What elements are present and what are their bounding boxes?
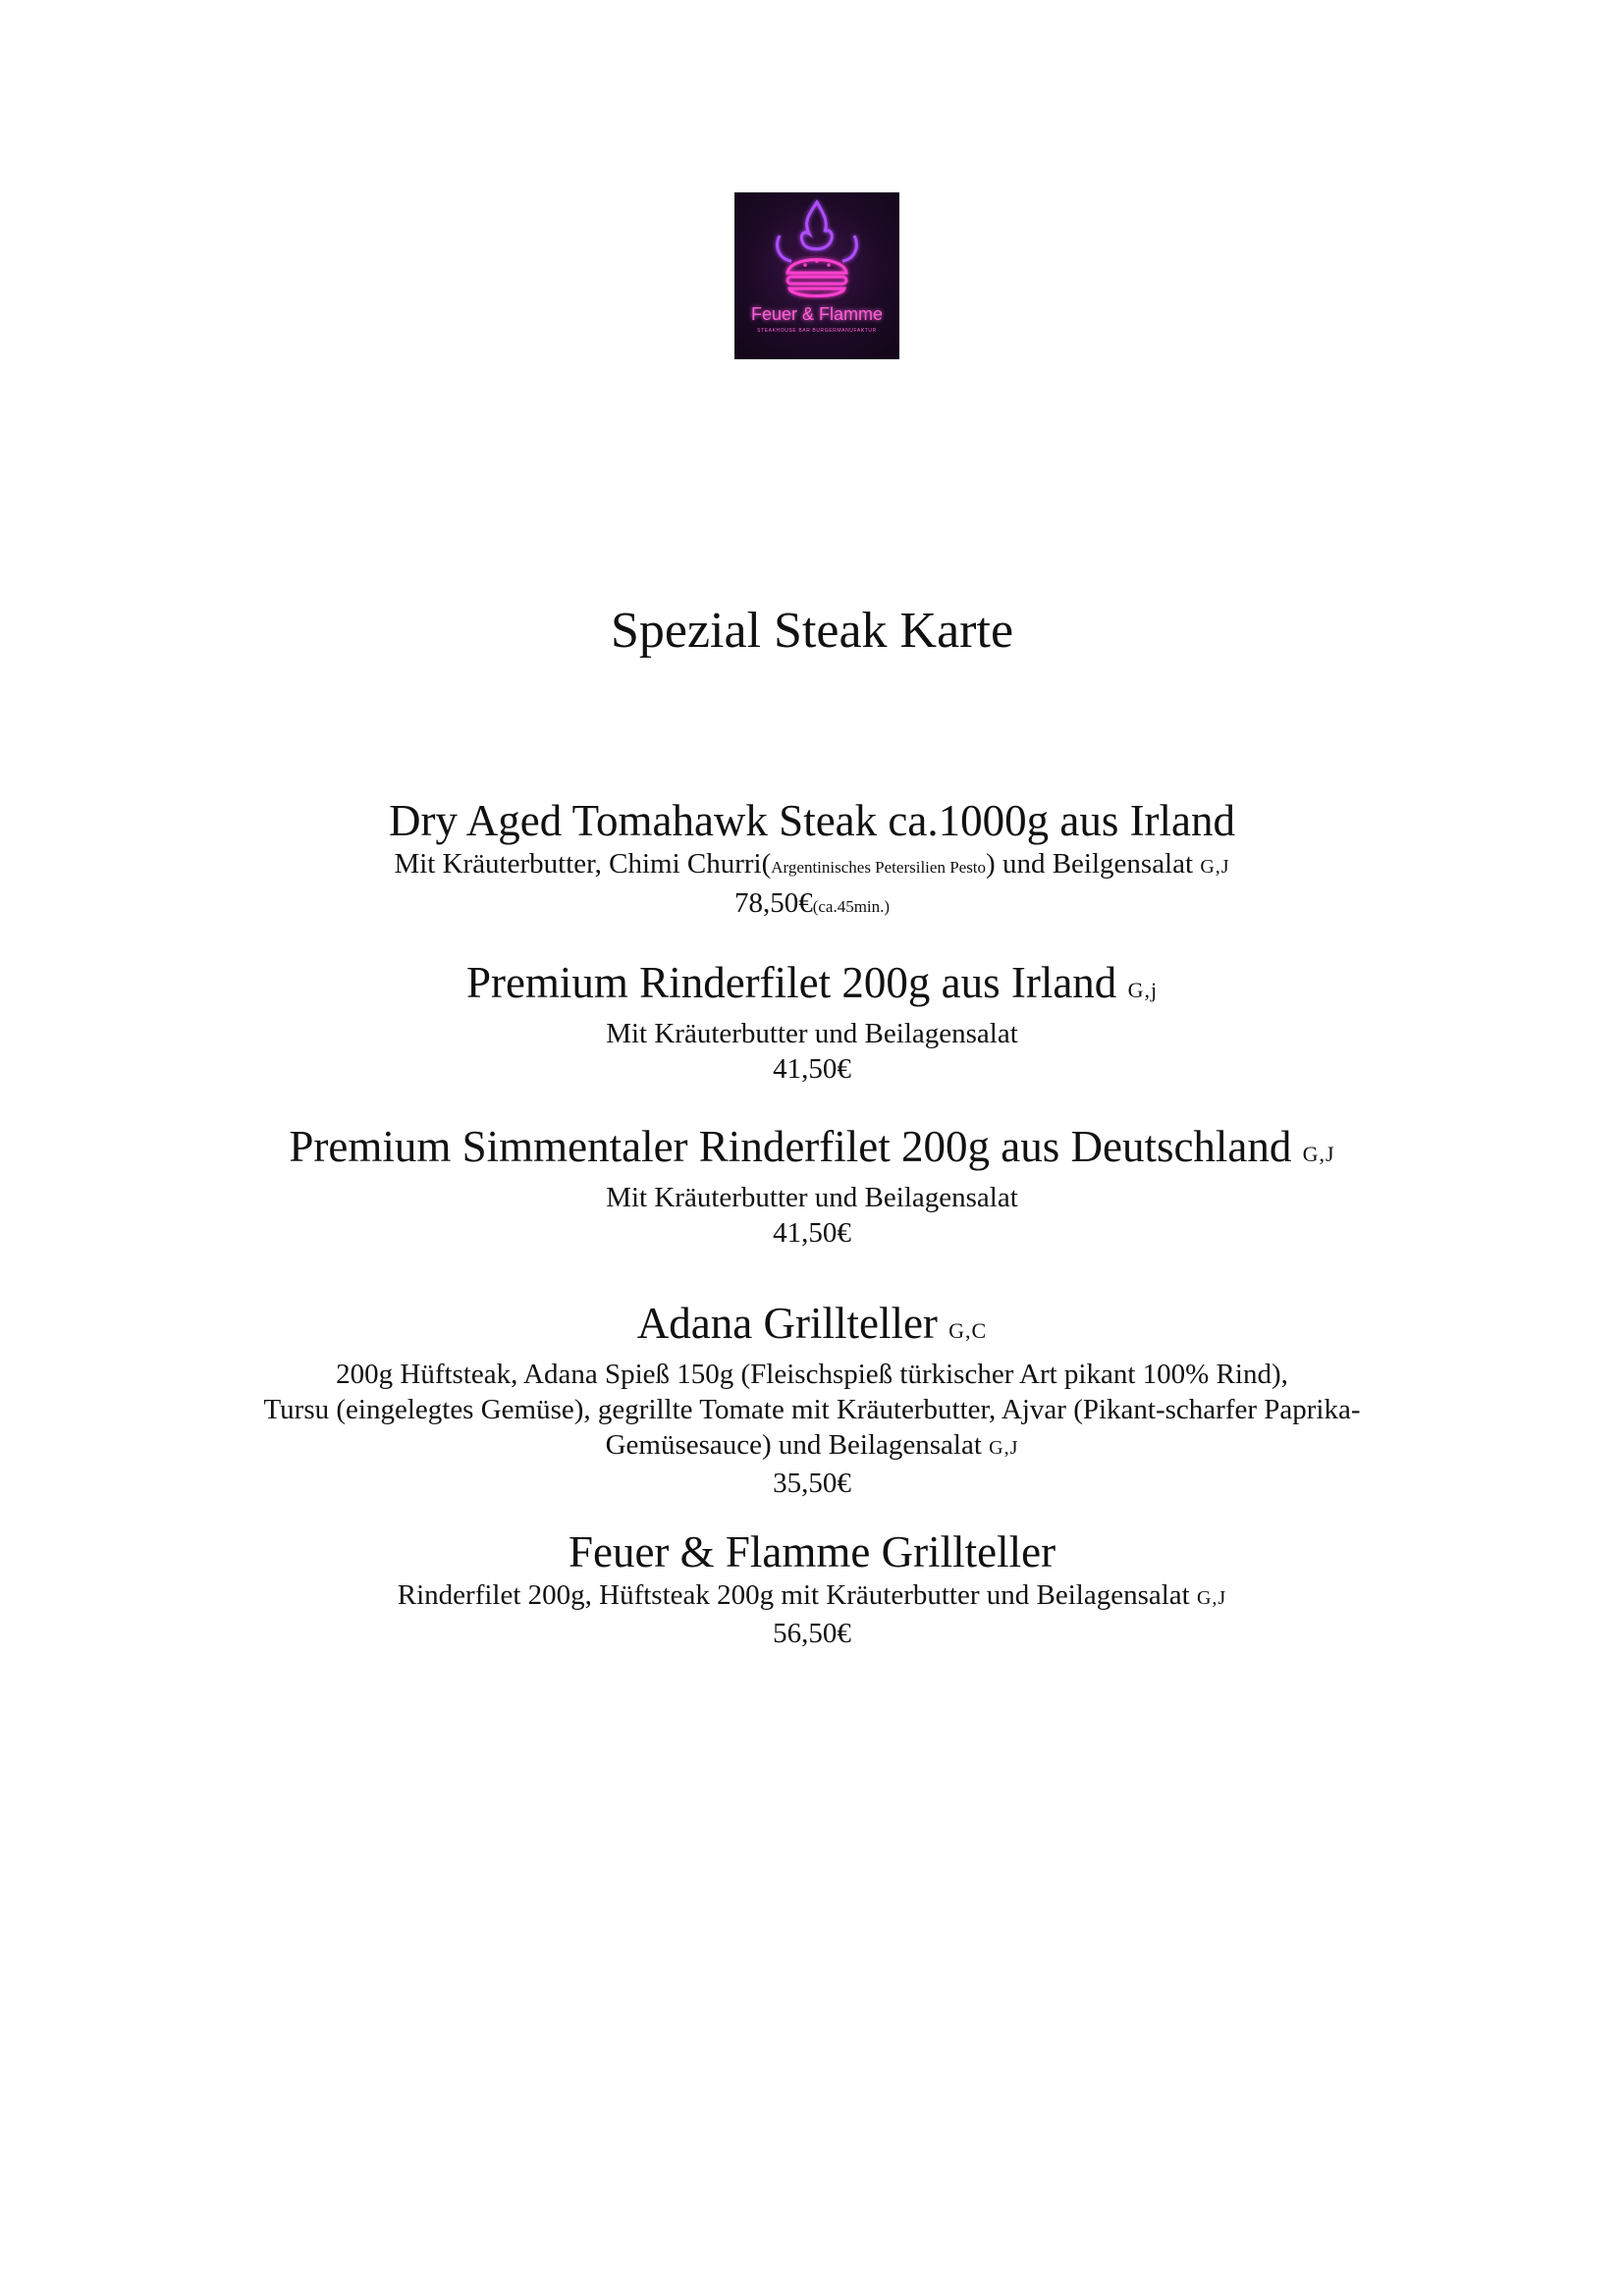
logo-tagline: STEAKHOUSE BAR BURGERMANUFAKTUR [757,328,877,334]
allergen-codes: G,C [948,1318,988,1343]
item-price-line [0,885,1624,925]
allergen-codes: G,J [1196,1587,1227,1609]
item-description-line-2: Tursu (eingelegtes Gemüse), gegrillte Tomate mit Kräuterbutter, Ajvar (Pikant-scharfer Paprika- [263,1394,1361,1425]
item-description: Mit Kräuterbutter und Beilagensalat [606,1182,1018,1213]
item-name: Feuer & Flamme Grillteller [568,1527,1056,1576]
item-description-text: ) und Beilgensalat [986,848,1201,880]
item-price: 56,50€ [773,1618,851,1649]
burger-flame-logo-icon [734,192,899,359]
logo-text: Feuer & Flamme [750,304,884,324]
menu-item-feuer-flamme-grillteller [0,1526,1624,1651]
allergen-codes: G,J [1200,856,1230,878]
item-description-line-3 [0,1427,1624,1466]
item-price: 41,50€ [773,1053,851,1085]
item-name: Adana Grillteller [636,1299,938,1348]
menu-item-simmentaler [0,1121,1624,1251]
item-description-note: Argentinisches Petersilien Pesto [771,858,987,877]
item-name: Dry Aged Tomahawk Steak ca.1000g aus Irland [388,796,1236,845]
item-description-text: Rinderfilet 200g, Hüftsteak 200g mit Kräuterbutter und Beilagensalat [397,1579,1197,1611]
item-description [0,846,1624,885]
restaurant-logo [734,192,899,359]
page-title: Spezial Steak Karte [610,603,1014,659]
item-name-line [0,1121,1624,1180]
item-name-line [0,957,1624,1016]
item-name: Premium Rinderfilet 200g aus Irland [465,958,1117,1007]
item-description: Mit Kräuterbutter und Beilagensalat [606,1018,1018,1049]
item-name: Premium Simmentaler Rinderfilet 200g aus Deutschland [289,1122,1292,1171]
item-description-line-1: 200g Hüftsteak, Adana Spieß 150g (Fleischspieß türkischer Art pikant 100% Rind), [336,1359,1288,1390]
allergen-codes: G,J [1302,1142,1335,1166]
item-price: 41,50€ [773,1217,851,1249]
item-description [0,1577,1624,1616]
item-price: 35,50€ [773,1468,851,1499]
item-description-text: Gemüsesauce) und Beilagensalat [605,1429,990,1461]
allergen-codes: G,j [1127,978,1159,1002]
menu-item-adana-grillteller [0,1298,1624,1501]
menu-item-rinderfilet-irland [0,957,1624,1087]
menu-item-tomahawk [0,795,1624,925]
allergen-codes: G,J [989,1437,1019,1459]
item-price: 78,50€ [733,887,813,919]
item-description-text: Mit Kräuterbutter, Chimi Churri( [394,848,772,880]
item-price-note: (ca.45min.) [812,897,891,916]
item-name-line [0,1298,1624,1357]
